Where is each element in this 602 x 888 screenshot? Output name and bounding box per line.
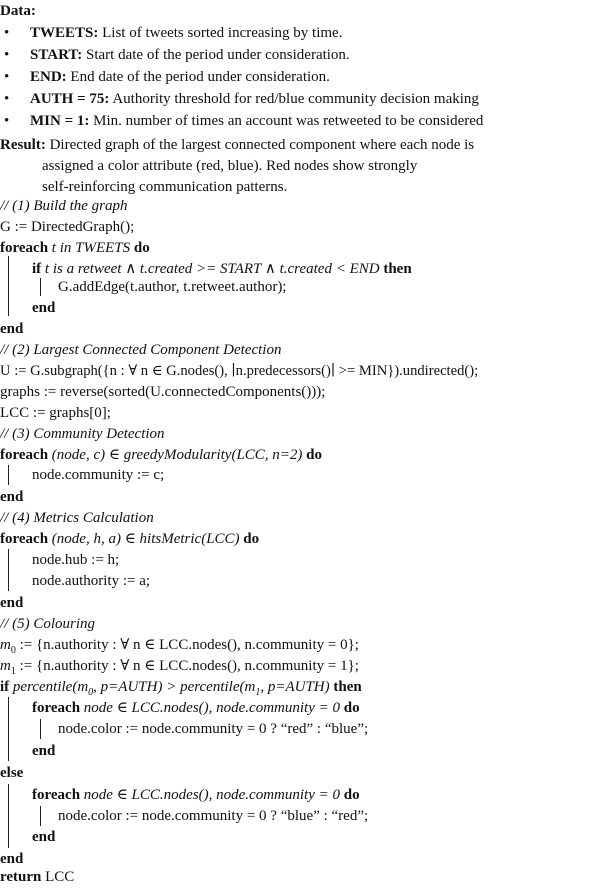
data-item-auth: • AUTH = 75: Authority threshold for red/blue community decision making (4, 91, 479, 107)
code-add-edge: G.addEdge(t.author, t.retweet.author); (58, 279, 287, 295)
result-line-2: assigned a color attribute (red, blue). Red nodes show strongly (42, 158, 418, 174)
code-line-lcc: LCC := graphs[0]; (0, 405, 111, 421)
data-item-min: • MIN = 1: Min. number of times an account was retweeted to be considered (4, 113, 484, 129)
block-bar (40, 719, 41, 739)
block-bar (8, 784, 9, 848)
code-line-graphs: graphs := reverse(sorted(U.connectedComponents())); (0, 384, 326, 400)
block-bar (8, 549, 9, 591)
block-bar (8, 465, 9, 485)
data-item-tweets: • TWEETS: List of tweets sorted increasing by time. (4, 25, 343, 41)
code-foreach-nodes-blue: foreach node ∈ LCC.nodes(), node.community = 0 do (32, 787, 360, 803)
comment-metrics: // (4) Metrics Calculation (0, 510, 154, 526)
code-end: end (0, 489, 24, 505)
code-if-percentile: if $percentile(m_0$, p=AUTH) > $percentile(m_1$, p=AUTH) then (0, 679, 362, 698)
code-foreach-nodes-red: foreach node ∈ LCC.nodes(), node.community = 0 do (32, 700, 360, 716)
code-end: end (0, 321, 24, 337)
block-bar (8, 256, 9, 316)
code-line-m0: $m_0$ := {n.authority : ∀ n ∈ LCC.nodes(), n.community = 0}; (0, 637, 359, 656)
code-return: return LCC (0, 869, 75, 885)
block-bar (8, 697, 9, 761)
code-end: end (32, 743, 56, 759)
code-foreach-tweets: foreach t in TWEETS do (0, 240, 150, 256)
code-line-g: G := DirectedGraph(); (0, 219, 135, 235)
code-assign-authority: node.authority := a; (32, 573, 151, 589)
code-end: end (0, 595, 24, 611)
data-item-end: • END: End date of the period under consideration. (4, 69, 330, 85)
comment-community-detection: // (3) Community Detection (0, 426, 165, 442)
comment-lcc-detection: // (2) Largest Connected Component Detection (0, 342, 282, 358)
block-bar (40, 278, 41, 296)
code-line-u: U := G.subgraph({n : ∀ n ∈ G.nodes(), ∣n.predecessors()∣ >= MIN}).undirected(); (0, 363, 479, 379)
code-foreach-modularity: foreach (node, c) ∈ greedyModularity(LCC, n=2) do (0, 447, 323, 463)
code-foreach-hits: foreach (node, h, a) ∈ hitsMetric(LCC) do (0, 531, 260, 547)
code-if-retweet: if t is a retweet ∧ t.created >= START ∧ t.created < END then (32, 261, 412, 277)
block-bar (40, 806, 41, 826)
result-label: Result: (0, 137, 46, 153)
result-line-3: self-reinforcing communication patterns. (42, 179, 288, 195)
code-assign-hub: node.hub := h; (32, 552, 120, 568)
result-line-1: Result: Directed graph of the largest connected component where each node is (0, 137, 475, 153)
comment-colouring: // (5) Colouring (0, 616, 96, 632)
comment-build-graph: // (1) Build the graph (0, 198, 128, 214)
code-assign-community: node.community := c; (32, 467, 165, 483)
code-end: end (0, 851, 24, 867)
data-item-start: • START: Start date of the period under consideration. (4, 47, 350, 63)
code-color-blue: node.color := node.community = 0 ? “blue” : “red”; (58, 808, 369, 824)
code-else: else (0, 765, 24, 781)
code-end: end (32, 829, 56, 845)
code-line-m1: $m_1$ := {n.authority : ∀ n ∈ LCC.nodes(), n.community = 1}; (0, 658, 359, 677)
code-end: end (32, 300, 56, 316)
code-color-red: node.color := node.community = 0 ? “red” : “blue”; (58, 721, 369, 737)
data-label: Data: (0, 3, 36, 19)
